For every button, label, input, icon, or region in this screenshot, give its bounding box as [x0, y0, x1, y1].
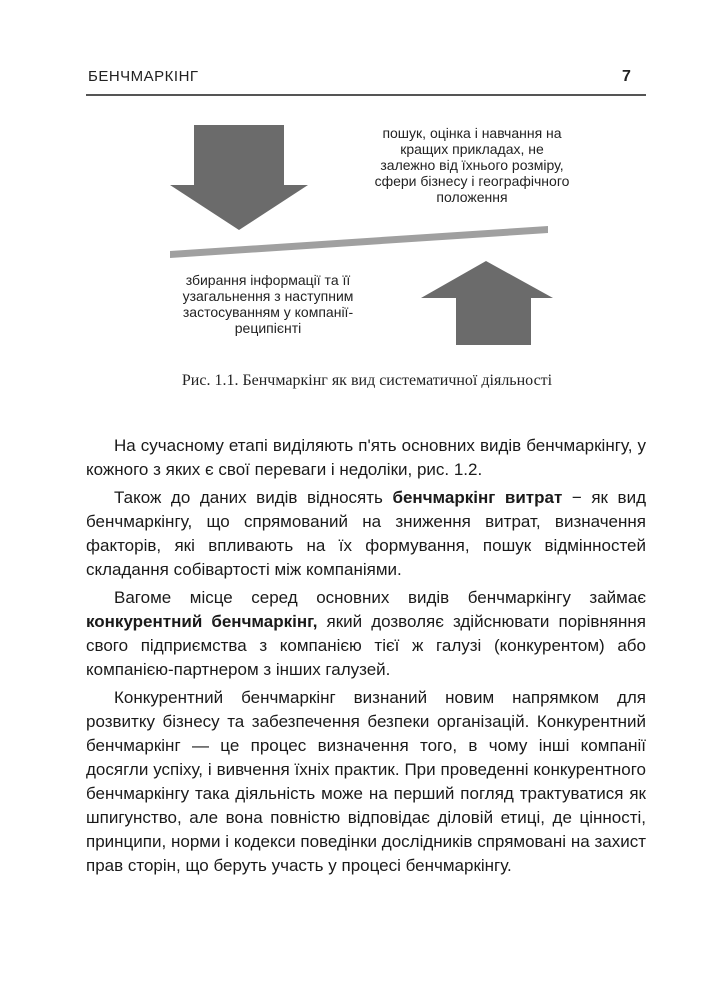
body-text: [86, 434, 646, 878]
figure-benchmarking-diagram: [0, 0, 728, 400]
paragraph-1: На сучасному етапі виділяють п'ять основних видів бенчмаркінгу, у кожного з яких є свої переваги і недоліки, рис. 1.2.: [86, 436, 646, 479]
paragraph-3-start: Вагоме місце серед основних видів бенчмаркінгу займає: [114, 588, 646, 607]
paragraph-3-end: який дозволяє здійснювати порівняння свого підприємства з компанією тієї ж галузі (конкурентом) або компанією-партнером з інших галузей.: [86, 612, 646, 679]
paragraph-3: [86, 586, 646, 682]
up-arrow-icon: [421, 261, 553, 345]
term-cost-benchmarking: бенчмаркінг витрат: [392, 488, 563, 507]
page-number: 7: [622, 68, 631, 85]
figure-top-label: пошук, оцінка і навчання на кращих прикладах, не залежно від їхнього розміру, сфери бізнесу і географічного положення: [374, 125, 570, 205]
figure-caption: Рис. 1.1. Бенчмаркінг як вид систематичної діяльності: [181, 372, 553, 389]
figure-bottom-label: збирання інформації та її узагальнення з наступним застосуванням у компанії-реципієнті: [182, 272, 354, 336]
down-arrow-icon: [170, 125, 308, 230]
diagram-graphics: [0, 0, 728, 400]
tilted-bar: [170, 226, 548, 258]
paragraph-2-start: Також до даних видів відносять: [114, 488, 393, 507]
running-header-title: БЕНЧМАРКІНГ: [88, 68, 199, 85]
paragraph-4: Конкурентний бенчмаркінг визнаний новим напрямком для розвитку бізнесу та забезпечення безпеки організацій. Конкурентний бенчмаркінг — це процес визначення того, в чому інші компанії досягли успіху, і вивчення їхніх практик. При проведенні конкурентного бенчмаркінгу така діяльність може на перший погляд трактуватися як шпигунство, але вона повністю відповідає діловій етиці, де цінності, принципи, норми і кодекси поведінки дослідників спрямовані на захист прав сторін, що беруть участь у процесі бенчмаркінгу.: [86, 688, 646, 875]
term-competitive-benchmarking: конкурентний бенчмаркінг,: [86, 612, 318, 631]
paragraph-2: [86, 486, 646, 582]
paragraph-2-end: − як вид бенчмаркінгу, що спрямований на зниження витрат, визначення факторів, які впливають на їх формування, пошук відмінностей складання собівартості між компаніями.: [86, 488, 647, 579]
